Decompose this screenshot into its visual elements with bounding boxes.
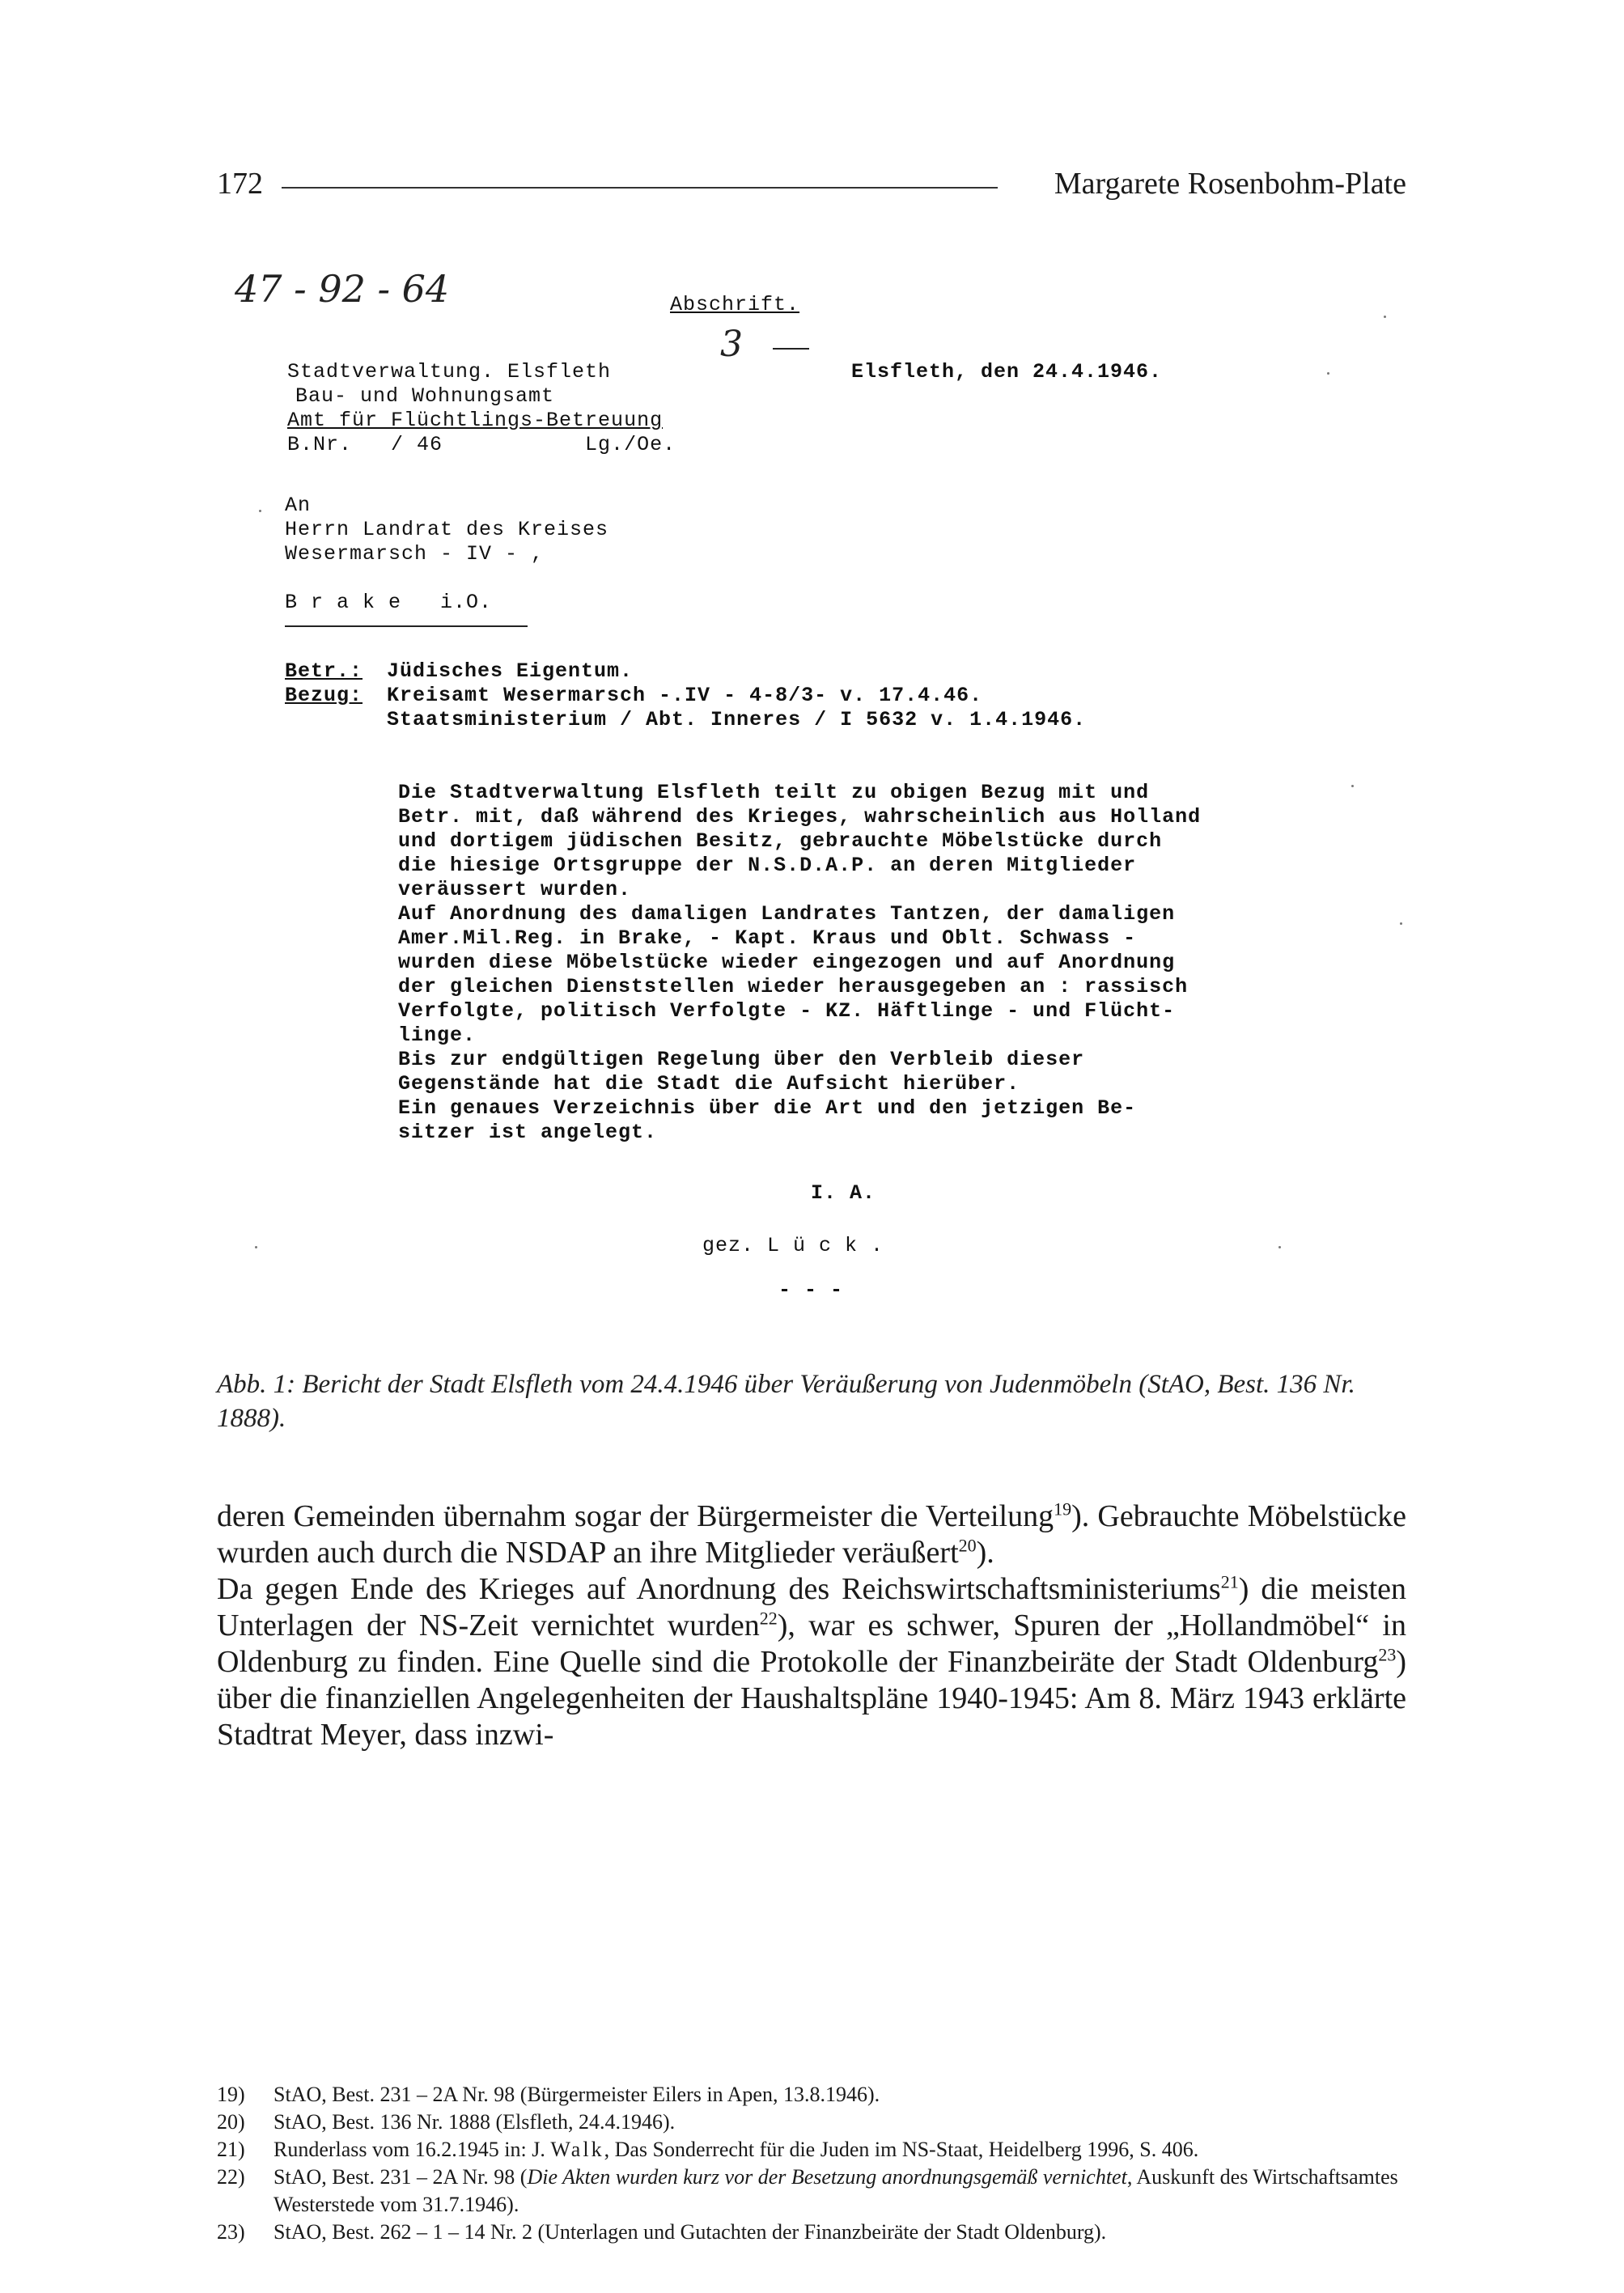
body-line: und dortigem jüdischen Besitz, gebrauchte Möbelstücke durch	[398, 829, 1163, 853]
footnote-text-segment: , Auskunft des Wirtschaftsamtes Westerstede vom 31.7.1946).	[273, 2165, 1398, 2216]
body-line: Bis zur endgültigen Regelung über den Verbleib dieser	[398, 1048, 1085, 1071]
figure-caption: Abb. 1: Bericht der Stadt Elsfleth vom 24.4.1946 über Veräußerung von Judenmöbeln (StAO, Best. 136 Nr. 1888).	[217, 1370, 1355, 1433]
footnote	[217, 2081, 1406, 2109]
scan-speck	[1327, 372, 1329, 375]
footnote-number: 23)	[217, 2220, 245, 2244]
recipient-city: B r a k e i.O.	[285, 591, 493, 614]
signature-name: gez. L ü c k .	[702, 1234, 884, 1257]
reference-text: Kreisamt Wesermarsch -.IV - 4-8/3- v. 17.4.46.	[387, 684, 983, 707]
facsimile-letter	[235, 267, 1400, 1319]
body-text-segment: ), war es schwer, Spuren der „Hollandmöbel“ in Oldenburg zu finden. Eine Quelle sind die Protokolle der Finanzbeiräte der Stadt Oldenburg	[217, 1608, 1406, 1679]
body-line: Amer.Mil.Reg. in Brake, - Kapt. Kraus und Oblt. Schwass -	[398, 926, 1137, 950]
body-line: Verfolgte, politisch Verfolgte - KZ. Häftlinge - und Flücht-	[398, 999, 1176, 1023]
body-line: Betr. mit, daß während des Krieges, wahrscheinlich aus Holland	[398, 805, 1202, 829]
footnote-quote: Die Akten wurden kurz vor der Besetzung anordnungsgemäß vernichtet	[527, 2165, 1127, 2189]
footnote-number: 22)	[217, 2165, 245, 2189]
handwritten-dash	[773, 348, 809, 350]
footnote-text: StAO, Best. 136 Nr. 1888 (Elsfleth, 24.4.1946).	[273, 2110, 676, 2134]
scan-speck	[1384, 316, 1386, 318]
footnote-ref: 22	[759, 1608, 778, 1629]
header-rule	[282, 187, 998, 189]
footnote-ref: 21	[1220, 1571, 1239, 1592]
body-line: der gleichen Dienststellen wieder herausgegeben an : rassisch	[398, 975, 1189, 998]
body-line: wurden diese Möbelstücke wieder eingezogen und auf Anordnung	[398, 951, 1176, 974]
body-line: sitzer ist angelegt.	[398, 1121, 658, 1144]
recipient-underline	[285, 625, 528, 627]
handwritten-mark: 3	[720, 324, 743, 365]
scan-speck	[1351, 785, 1354, 787]
reference-label: Bezug:	[285, 684, 363, 707]
footnote-author-name: Walk	[550, 2138, 604, 2161]
body-text-segment: deren Gemeinden übernahm sogar der Bürgermeister die Verteilung	[217, 1499, 1054, 1533]
sender-line-2: Bau- und Wohnungsamt	[295, 384, 555, 408]
body-line: die hiesige Ortsgruppe der N.S.D.A.P. an deren Mitglieder	[398, 854, 1137, 877]
reference-text-2: Staatsministerium / Abt. Inneres / I 5632 v. 1.4.1946.	[387, 708, 1087, 731]
body-text-segment: ).	[976, 1536, 994, 1570]
subject-text: Jüdisches Eigentum.	[387, 659, 634, 683]
footnote-text	[273, 2164, 1406, 2219]
body-line: veräussert wurden.	[398, 878, 632, 901]
body-text	[217, 1498, 1406, 1753]
footnote	[217, 2219, 1406, 2246]
footnote-text-segment: StAO, Best. 231 – 2A Nr. 98 (	[273, 2165, 528, 2189]
footnote	[217, 2164, 1406, 2219]
body-line: linge.	[398, 1024, 477, 1047]
body-text-segment: ) die meisten Unterlagen der NS-Zeit vernichtet wurden	[217, 1572, 1406, 1642]
footnote-ref: 23	[1378, 1644, 1397, 1665]
handwritten-reference: 47 - 92 - 64	[235, 267, 450, 311]
recipient-line-3: Wesermarsch - IV - ,	[285, 542, 545, 566]
body-text-segment: Da gegen Ende des Krieges auf Anordnung des Reichswirtschaftsministeriums	[217, 1572, 1221, 1606]
body-line: Gegenstände hat die Stadt die Aufsicht hierüber.	[398, 1072, 1020, 1096]
footnote-text: StAO, Best. 231 – 2A Nr. 98 (Bürgermeister Eilers in Apen, 13.8.1946).	[273, 2083, 880, 2106]
scan-speck	[1400, 922, 1402, 925]
footnote-ref: 20	[958, 1535, 977, 1556]
sender-line-3: Amt für Flüchtlings-Betreuung	[287, 409, 664, 432]
footnote-number: 20)	[217, 2110, 245, 2134]
running-header	[217, 166, 1406, 214]
sender-line-1: Stadtverwaltung. Elsfleth	[287, 360, 612, 384]
signature-ia: I. A.	[811, 1181, 876, 1205]
recipient-line-2: Herrn Landrat des Kreises	[285, 518, 609, 541]
body-paragraph-2	[217, 1571, 1406, 1753]
sender-line-4: B.Nr. / 46 Lg./Oe.	[287, 433, 676, 456]
recipient-line-1: An	[285, 494, 312, 517]
footnote-number: 21)	[217, 2138, 245, 2161]
footnote-text: StAO, Best. 262 – 1 – 14 Nr. 2 (Unterlagen und Gutachten der Finanzbeiräte der Stadt Oldenburg).	[273, 2220, 1107, 2244]
footnote-number: 19)	[217, 2083, 245, 2106]
page-number: 172	[217, 167, 263, 201]
body-text-segment: ). Gebrauchte Möbelstücke wurden auch durch die NSDAP an ihre Mitglieder veräußert	[217, 1499, 1406, 1570]
footnote	[217, 2136, 1406, 2164]
running-header-author: Margarete Rosenbohm-Plate	[1054, 167, 1406, 201]
body-line: Die Stadtverwaltung Elsfleth teilt zu obigen Bezug mit und	[398, 781, 1150, 804]
body-line: Auf Anordnung des damaligen Landrates Tantzen, der damaligen	[398, 902, 1176, 926]
scan-speck	[255, 1246, 257, 1248]
body-text-segment: ) über die finanziellen Angelegenheiten der Haushaltspläne 1940-1945: Am 8. März 1943 erklärte Stadtrat Meyer, dass inzwi-	[217, 1645, 1406, 1752]
footnote-text-segment: , Das Sonderrecht für die Juden im NS-Staat, Heidelberg 1996, S. 406.	[604, 2138, 1199, 2161]
body-line: Ein genaues Verzeichnis über die Art und den jetzigen Be-	[398, 1096, 1137, 1120]
abschrift-label: Abschrift.	[670, 293, 800, 316]
subject-label: Betr.:	[285, 659, 363, 683]
signature-dashes: - - -	[778, 1278, 844, 1302]
footnote-text-segment: Runderlass vom 16.2.1945 in: J.	[273, 2138, 551, 2161]
footnote-ref: 19	[1054, 1498, 1072, 1519]
footnotes	[217, 2081, 1406, 2246]
body-paragraph-1	[217, 1498, 1406, 1571]
place-date: Elsfleth, den 24.4.1946.	[851, 360, 1163, 384]
scan-speck	[259, 510, 261, 512]
scan-speck	[1278, 1246, 1281, 1248]
footnote	[217, 2109, 1406, 2136]
footnote-text	[273, 2136, 1406, 2164]
